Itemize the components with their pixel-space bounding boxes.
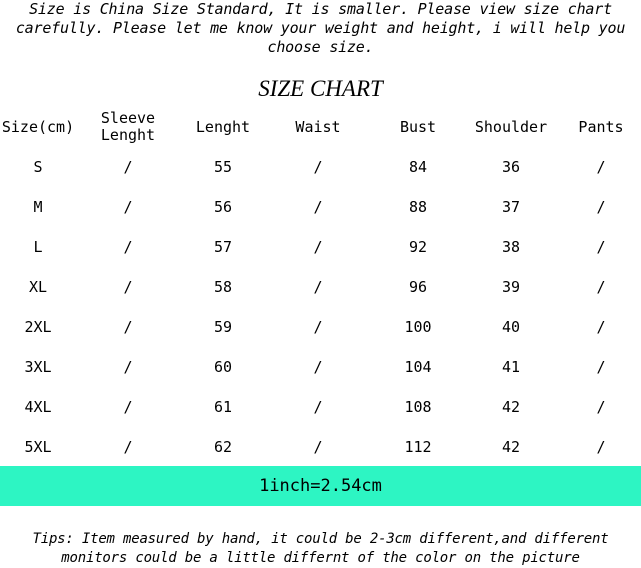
cell-size: XL xyxy=(28,277,48,296)
cell-sleeve-length: / xyxy=(123,237,133,256)
cell-sleeve-length: / xyxy=(123,197,133,216)
header-size: Size(cm) xyxy=(1,117,75,136)
cell-bust: 92 xyxy=(408,237,428,256)
cell-length: 55 xyxy=(213,157,233,176)
cell-waist: / xyxy=(313,317,323,336)
table-row xyxy=(0,347,641,387)
inch-conversion-text: 1inch=2.54cm xyxy=(259,476,382,496)
cell-size: M xyxy=(33,197,43,216)
cell-size: S xyxy=(33,157,43,176)
table-row xyxy=(0,227,641,267)
cell-size: 2XL xyxy=(24,317,52,336)
cell-sleeve-length: / xyxy=(123,277,133,296)
cell-waist: / xyxy=(313,157,323,176)
size-table-header xyxy=(0,107,641,147)
cell-bust: 96 xyxy=(408,277,428,296)
cell-shoulder: 37 xyxy=(501,197,521,216)
cell-length: 59 xyxy=(213,317,233,336)
header-length: Lenght xyxy=(195,117,251,136)
cell-bust: 100 xyxy=(404,317,432,336)
size-notice-line-2: carefully. Please let me know your weight and height, i will help you xyxy=(15,19,626,37)
cell-pants: / xyxy=(596,277,606,296)
tips-line-1: Tips: Item measured by hand, it could be 2-3cm different,and different xyxy=(32,531,609,547)
cell-waist: / xyxy=(313,237,323,256)
cell-sleeve-length: / xyxy=(123,157,133,176)
cell-shoulder: 36 xyxy=(501,157,521,176)
cell-shoulder: 42 xyxy=(501,437,521,456)
cell-sleeve-length: / xyxy=(123,357,133,376)
cell-waist: / xyxy=(313,357,323,376)
cell-bust: 108 xyxy=(404,397,432,416)
cell-pants: / xyxy=(596,237,606,256)
cell-length: 57 xyxy=(213,237,233,256)
cell-shoulder: 42 xyxy=(501,397,521,416)
cell-waist: / xyxy=(313,397,323,416)
cell-shoulder: 40 xyxy=(501,317,521,336)
tips-line-2: monitors could be a little differnt of the color on the picture xyxy=(61,550,580,566)
cell-sleeve-length: / xyxy=(123,397,133,416)
cell-shoulder: 41 xyxy=(501,357,521,376)
header-sleeve-length xyxy=(90,107,166,147)
cell-pants: / xyxy=(596,197,606,216)
header-bust: Bust xyxy=(399,117,437,136)
cell-pants: / xyxy=(596,357,606,376)
cell-waist: / xyxy=(313,277,323,296)
cell-length: 56 xyxy=(213,197,233,216)
cell-shoulder: 38 xyxy=(501,237,521,256)
cell-pants: / xyxy=(596,157,606,176)
cell-length: 61 xyxy=(213,397,233,416)
table-row xyxy=(0,187,641,227)
table-row xyxy=(0,427,641,467)
cell-length: 62 xyxy=(213,437,233,456)
cell-length: 58 xyxy=(213,277,233,296)
cell-size: 4XL xyxy=(24,397,52,416)
cell-waist: / xyxy=(313,197,323,216)
size-notice xyxy=(0,0,641,57)
cell-length: 60 xyxy=(213,357,233,376)
table-row xyxy=(0,267,641,307)
cell-size: 5XL xyxy=(24,437,52,456)
cell-sleeve-length: / xyxy=(123,317,133,336)
cell-waist: / xyxy=(313,437,323,456)
table-row xyxy=(0,387,641,427)
cell-bust: 88 xyxy=(408,197,428,216)
tips-note xyxy=(0,530,641,568)
cell-shoulder: 39 xyxy=(501,277,521,296)
cell-pants: / xyxy=(596,437,606,456)
cell-pants: / xyxy=(596,317,606,336)
size-chart-title: SIZE CHART xyxy=(258,76,383,101)
cell-size: 3XL xyxy=(24,357,52,376)
table-row xyxy=(0,147,641,187)
inch-conversion-band xyxy=(0,466,641,506)
cell-pants: / xyxy=(596,397,606,416)
cell-bust: 84 xyxy=(408,157,428,176)
size-notice-line-1: Size is China Size Standard, It is smaller. Please view size chart xyxy=(29,0,612,18)
header-pants: Pants xyxy=(578,117,624,136)
header-sleeve-length-text: Sleeve Lenght xyxy=(100,109,156,144)
header-waist: Waist xyxy=(295,117,341,136)
cell-size: L xyxy=(33,237,43,256)
size-notice-line-3: choose size. xyxy=(267,38,374,56)
cell-bust: 104 xyxy=(404,357,432,376)
cell-sleeve-length: / xyxy=(123,437,133,456)
header-shoulder: Shoulder xyxy=(474,117,548,136)
table-row xyxy=(0,307,641,347)
cell-bust: 112 xyxy=(404,437,432,456)
